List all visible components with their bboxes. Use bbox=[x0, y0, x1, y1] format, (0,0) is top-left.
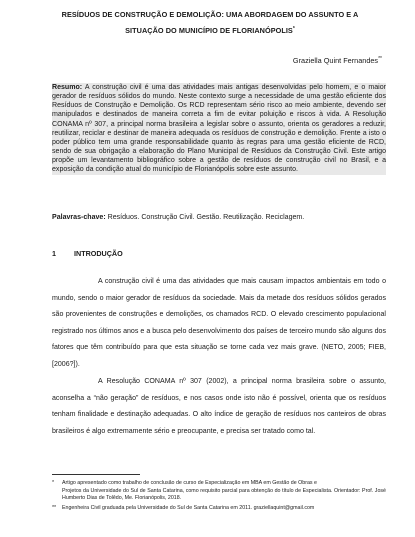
section-heading bbox=[52, 249, 123, 258]
footnote-1 bbox=[52, 480, 386, 503]
keywords-block bbox=[52, 213, 386, 222]
footnote-separator bbox=[52, 474, 140, 475]
paragraph-2-text: A Resolução CONAMA nº 307 (2002), a principal norma brasileira sobre o assunto, aconselha a “não geração” de resíduos, e nos casos onde isto não é possível, orienta que os resíduos tenham finalidade e destinação adequadas. O alto índice de geração de resíduos nos canteiros de obras brasileiros é algo extremamente sério e preocupante, e precisa ser tratado como tal. bbox=[52, 378, 386, 435]
body-paragraph-2 bbox=[52, 374, 386, 440]
author-line bbox=[293, 56, 382, 65]
footnote-2-text: Engenheira Civil graduada pela Universidade do Sul de Santa Catarina em 2011. graziellaquint@gmail.com bbox=[62, 505, 315, 511]
keywords-label: Palavras-chave: bbox=[52, 214, 106, 221]
title-line-2: SITUAÇÃO DO MUNICÍPIO DE FLORIANÓPOLIS bbox=[125, 26, 293, 35]
abstract-label: Resumo: bbox=[52, 84, 83, 91]
document-title bbox=[40, 8, 380, 38]
footnote-2-mark: ** bbox=[52, 505, 57, 511]
keywords-text: Resíduos. Construção Civil. Gestão. Reutilização. Reciclagem. bbox=[105, 214, 305, 221]
abstract-block bbox=[52, 83, 386, 175]
title-footnote-mark: * bbox=[292, 26, 295, 32]
footnote-1-continuation: Projetos da Universidade do Sul de Santa Catarina, como requisito parcial para obtenção do título de Especialista. Orientador: Prof. José Humberto Dias de Tolêdo, Me. Florianópolis, 2018. bbox=[62, 487, 386, 502]
body-paragraph-1 bbox=[52, 274, 386, 374]
section-title: INTRODUÇÃO bbox=[74, 249, 123, 258]
author-name: Graziella Quint Fernandes bbox=[292, 56, 379, 65]
section-number: 1 bbox=[52, 249, 56, 258]
title-line-1: RESÍDUOS DE CONSTRUÇÃO E DEMOLIÇÃO: UMA ABORDAGEM DO ASSUNTO E A bbox=[61, 10, 359, 19]
paragraph-1-text: A construção civil é uma das atividades que mais causam impactos ambientais em todo o mundo, sendo o maior gerador de resíduos da sociedade. Mais da metade dos resíduos sólidos gerados são provenientes de construções e demolições, os chamados RCD. O elevado crescimento populacional registrado nos últimos anos e a busca pelo desenvolvimento dos países de terceiro mundo são alguns dos fatores que têm contribuído para que esta situação se torne cada vez mais grave. (NETO, 2005; FIEB, [2006?]). bbox=[52, 278, 386, 368]
footnote-2 bbox=[52, 505, 386, 513]
author-footnote-mark: ** bbox=[378, 56, 382, 62]
footnote-1-mark: * bbox=[52, 480, 55, 486]
footnote-1-line-1: Artigo apresentado como trabalho de conclusão de curso de Especialização em MBA em Gestão de Obras e bbox=[62, 480, 317, 486]
abstract-text: A construção civil é uma das atividades mais antigas desenvolvidas pelo homem, e o maior gerador de resíduos sólidos do mundo. Neste contexto surge a necessidade de uma gestão eficiente dos Resíduos de Construção e Demolição. Os RCD representam sério risco ao meio ambiente, devendo ser manipulados e destinados de maneira correta a fim de evitar poluição e riscos à vida. A Resolução CONAMA nº 307, a principal norma brasileira a legislar sobre o assunto, orienta os geradores a reduzir, reutilizar, reciclar e destinar de maneira adequada os resíduos de construção e demolição. Frente a isto o poder público tem uma grande responsabilidade quanto às regras para uma gestão eficiente de RCD, sendo de sua obrigação a elaboração do Plano Municipal de Resíduos da Construção Civil. Este artigo propõe um levantamento bibliográfico sobre a gestão de resíduos de construção civil no Brasil, e a exposição da condição atual do município de Florianópolis sobre este assunto. bbox=[52, 84, 386, 174]
